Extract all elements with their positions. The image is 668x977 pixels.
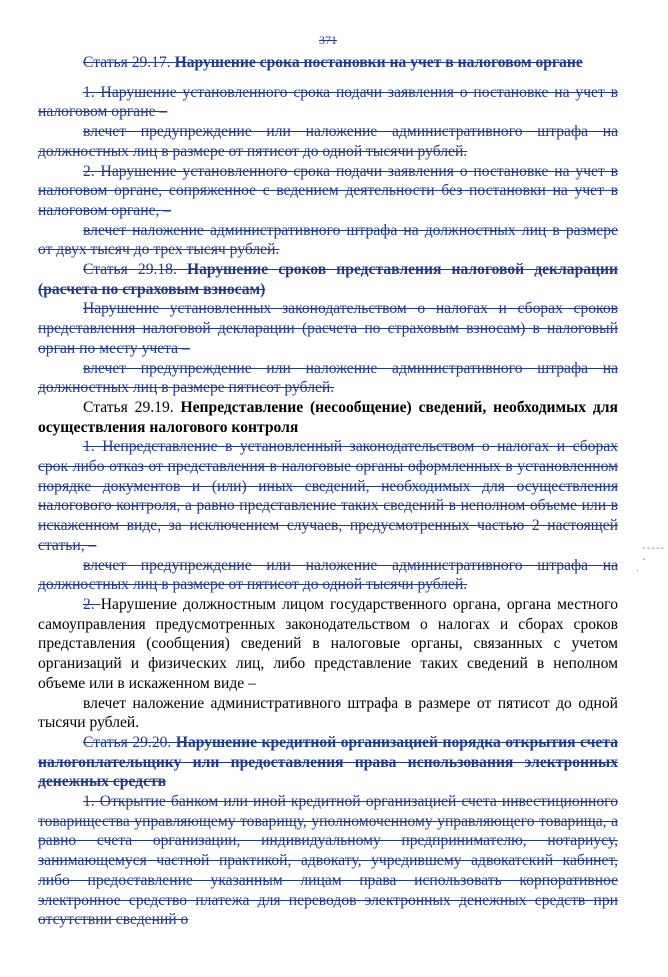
article-29-19-part-2-sanction: влечет наложение административного штрафа в размере от пятисот до одной тысячи рублей.: [38, 694, 618, 732]
article-29-17-part-2: 2. Нарушение установленного срока подачи заявления о постановке на учет в налоговом органе, сопряженное с ведением деятельности без постановки на учет в налоговом органе, –: [38, 162, 618, 219]
article-29-18-title: Нарушение сроков представления налоговой декларации (расчета по страховым взносам): [38, 261, 618, 298]
article-29-19-part-2: [38, 595, 618, 694]
article-29-20-number: Статья 29.20.: [83, 733, 176, 751]
article-29-17-part-2-sanction: влечет наложение административного штрафа на должностных лиц в размере от двух тысяч до трех тысяч рублей.: [38, 221, 618, 259]
page-number: 371: [319, 33, 337, 47]
article-29-18-heading: [38, 260, 618, 299]
article-29-19-part-2-text: Нарушение должностным лицом государственного органа, органа местного самоуправления предусмотренных законодательством о налогах и сборах сроков представления (сообщения) сведений в налоговые органы, связанных с учетом организаций и физических лиц, либо представление таких сведений в неполном объеме или в искаженном виде –: [38, 595, 618, 692]
article-29-20-title: Нарушение кредитной организацией порядка открытия счета налогоплательщику или предоставления права использования электронных денежных средств: [38, 733, 618, 791]
article-29-18-part-1: Нарушение установленных законодательством о налогах и сборах сроков представления налоговой декларации (расчета по страховым взносам) в налоговый орган по месту учета –: [38, 300, 618, 357]
article-29-19-part-2-number: 2.: [83, 595, 101, 613]
article-29-18-part-1-sanction: влечет предупреждение или наложение административного штрафа на должностных лиц в размере пятисот рублей.: [38, 359, 618, 397]
article-29-17-part-1: 1. Нарушение установленного срока подачи заявления о постановке на учет в налоговом органе –: [38, 83, 618, 121]
article-29-17-heading: [38, 53, 618, 73]
revision-marker-line: ------: [642, 543, 666, 565]
article-29-18-number: Статья 29.18.: [83, 261, 187, 279]
revision-marker-dot: .: [636, 563, 640, 574]
article-29-19-heading: [38, 398, 618, 437]
article-29-20-heading: [38, 733, 618, 792]
article-29-19-part-1-sanction: влечет предупреждение или наложение административного штрафа на должностных лиц в размере от пятисот до одной тысячи рублей.: [38, 556, 618, 594]
article-29-17-title: Нарушение срока постановки на учет в налоговом органе: [174, 54, 583, 71]
article-29-20-part-1: 1. Открытие банком или иной кредитной организацией счета инвестиционного товарищества управляющему товарищу, уполномоченному управляющего товарища, а равно счета организации, индивидуальному предпринимателю, нотариусу, занимающемуся частной практикой, адвокату, учредившему адвокатский кабинет, либо предоставление указанным лицам права использовать корпоративное электронное средство платежа для переводов электронных денежных средств при отсутствии сведений о: [38, 793, 618, 929]
article-29-19-title: Непредставление (несообщение) сведений, необходимых для осуществления налогового контроля: [38, 398, 618, 436]
article-29-17-part-1-sanction: влечет предупреждение или наложение административного штрафа на должностных лиц в размере от пятисот до одной тысячи рублей.: [38, 123, 618, 160]
article-29-17-number: Статья 29.17.: [83, 54, 175, 71]
article-29-19-number: Статья 29.19.: [83, 398, 181, 416]
document-page: [38, 0, 618, 930]
article-29-19-part-1: 1. Непредставление в установленный законодательством о налогах и сборах срок либо отказ от представления в налоговые органы оформленных в установленном порядке документов и (или) иных сведений, необходимых для осуществления налогового контроля, а равно представление таких сведений в неполном объеме или в искаженном виде, за исключением случаев, предусмотренных частью 2 настоящей статьи, –: [38, 438, 618, 554]
